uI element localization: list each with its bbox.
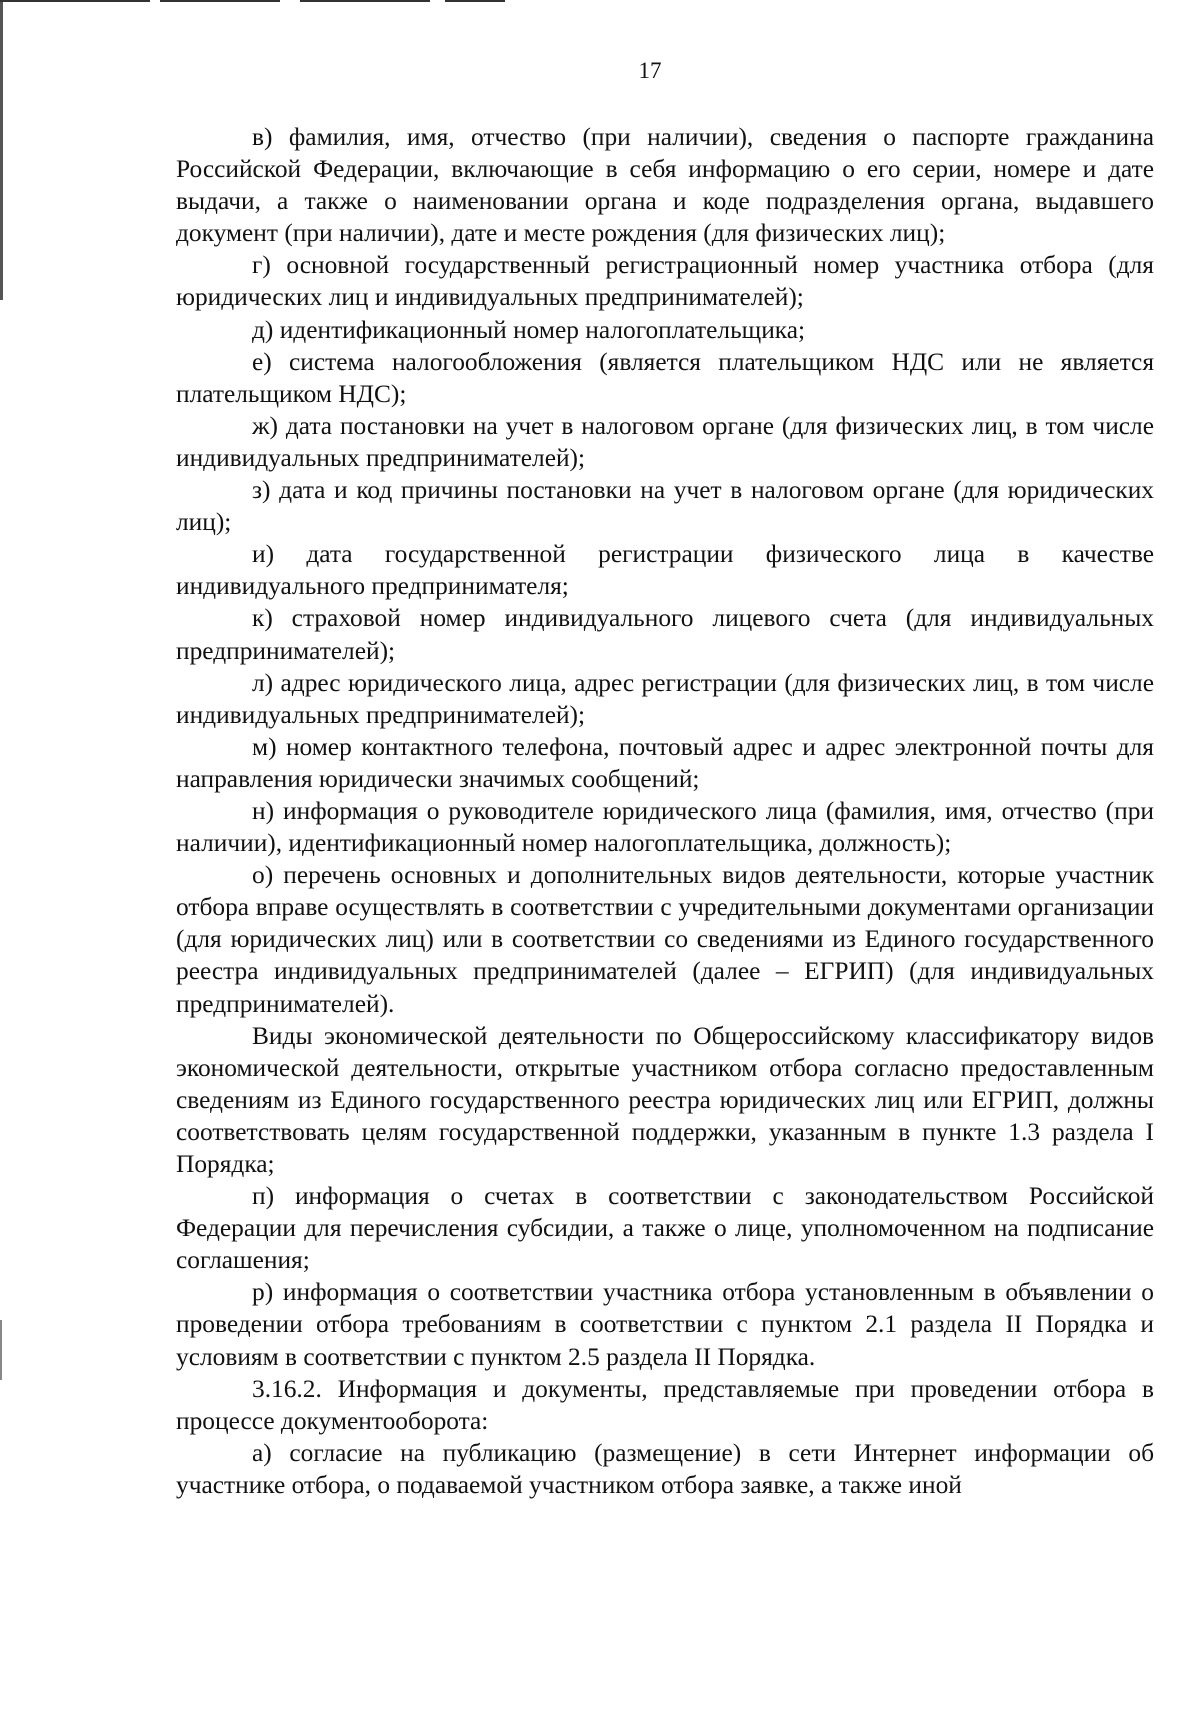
paragraph: г) основной государственный регистрационный номер участника отбора (для юридических лиц и индивидуальных предпринимателей); xyxy=(176,251,1154,312)
document-body xyxy=(176,121,1154,1501)
paragraph: Виды экономической деятельности по Общероссийскому классификатору видов экономической деятельности, открытые участником отбора согласно предоставленным сведениям из Единого государственного реестра юридических лиц или ЕГРИП, должны соответствовать целям государственной поддержки, указанным в пункте 1.3 раздела I Порядка; xyxy=(176,1021,1154,1178)
scan-edge-artifact xyxy=(0,0,3,300)
paragraph: п) информация о счетах в соответствии с законодательством Российской Федерации для перечисления субсидии, а также о лице, уполномоченном на подписание соглашения; xyxy=(176,1182,1154,1275)
page-number: 17 xyxy=(638,58,662,83)
paragraph: а) согласие на публикацию (размещение) в сети Интернет информации об участнике отбора, о подаваемой участником отбора заявке, а также иной xyxy=(176,1438,1154,1499)
paragraph: о) перечень основных и дополнительных видов деятельности, которые участник отбора вправе осуществлять в соответствии с учредительными документами организации (для юридических лиц) или в соответствии со сведениями из Единого государственного реестра индивидуальных предпринимателей (далее – ЕГРИП) (для индивидуальных предпринимателей). xyxy=(176,861,1154,1018)
paragraph: л) адрес юридического лица, адрес регистрации (для физических лиц, в том числе индивидуальных предпринимателей); xyxy=(176,668,1154,729)
paragraph: з) дата и код причины постановки на учет в налоговом органе (для юридических лиц); xyxy=(176,476,1154,537)
paragraph: к) страховой номер индивидуального лицевого счета (для индивидуальных предпринимателей); xyxy=(176,604,1154,665)
paragraph: ж) дата постановки на учет в налоговом органе (для физических лиц, в том числе индивидуальных предпринимателей); xyxy=(176,411,1154,472)
paragraph: и) дата государственной регистрации физического лица в качестве индивидуального предпринимателя; xyxy=(176,540,1154,601)
scan-top-artifact xyxy=(300,0,430,2)
paragraph: е) система налогообложения (является плательщиком НДС или не является плательщиком НДС); xyxy=(176,347,1154,408)
paragraph: 3.16.2. Информация и документы, представляемые при проведении отбора в процессе документооборота: xyxy=(176,1374,1154,1435)
scan-edge-artifact xyxy=(0,1320,2,1380)
paragraph: м) номер контактного телефона, почтовый адрес и адрес электронной почты для направления юридически значимых сообщений; xyxy=(176,732,1154,793)
paragraph: д) идентификационный номер налогоплательщика; xyxy=(252,315,806,344)
scan-top-artifact xyxy=(0,0,150,2)
paragraph: в) фамилия, имя, отчество (при наличии), сведения о паспорте гражданина Российской Федерации, включающие в себя информацию о его серии, номере и дате выдачи, а также о наименовании органа и коде подразделения органа, выдавшего документ (при наличии), дате и месте рождения (для физических лиц); xyxy=(176,123,1154,248)
scan-top-artifact xyxy=(445,0,505,2)
scan-top-artifact xyxy=(160,0,280,2)
paragraph: р) информация о соответствии участника отбора установленным в объявлении о проведении отбора требованиям в соответствии с пунктом 2.1 раздела II Порядка и условиям в соответствии с пунктом 2.5 раздела II Порядка. xyxy=(176,1278,1154,1371)
paragraph: н) информация о руководителе юридического лица (фамилия, имя, отчество (при наличии), идентификационный номер налогоплательщика, должность); xyxy=(176,796,1154,858)
